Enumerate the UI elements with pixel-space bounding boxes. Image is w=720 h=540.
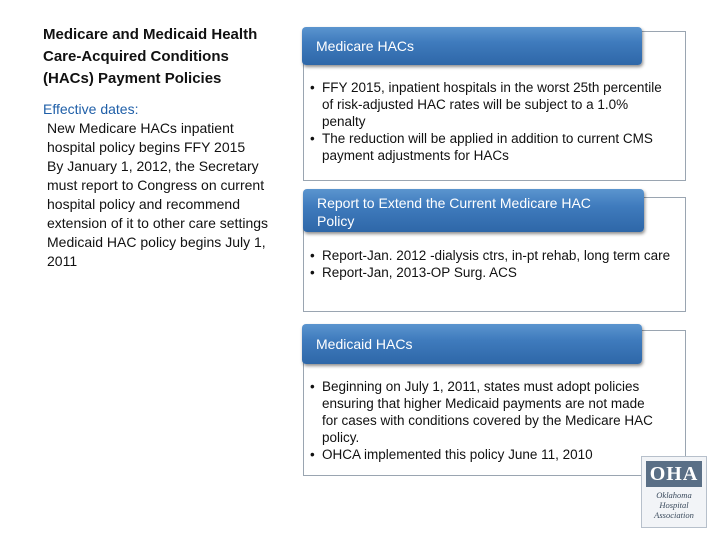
effective-date-item: By January 1, 2012, the Secretary must report to Congress on current hospital policy and recommend extension of it to other care settings [47, 158, 269, 231]
slide-title: Medicare and Medicaid Health Care-Acquired Conditions (HACs) Payment Policies [43, 26, 258, 87]
bullet-item: • Beginning on July 1, 2011, states must adopt policies ensuring that higher Medicaid payments are not made for cases with conditions covered by the Medicare HAC policy. [310, 378, 662, 446]
bullet-item: • Report-Jan. 2012 -dialysis ctrs, in-pt rehab, long term care [310, 247, 675, 264]
section-header-medicaid-hacs [302, 324, 642, 364]
bullet-item: • The reduction will be applied in addition to current CMS payment adjustments for HACs [310, 130, 675, 164]
section-header-label: Medicaid HACs [316, 336, 413, 352]
section-medicaid-hacs-bullets [310, 378, 662, 463]
effective-dates-heading: Effective dates: [43, 101, 139, 117]
section-header-label: Report to Extend the Current Medicare HAC Policy [317, 195, 591, 229]
bullet-item: • Report-Jan, 2013-OP Surg. ACS [310, 264, 675, 281]
bullet-item: • OHCA implemented this policy June 11, 2010 [310, 446, 662, 463]
section-header-label: Medicare HACs [316, 38, 415, 54]
section-header-medicare-hacs [302, 27, 642, 65]
oha-logo-org-name: Oklahoma Hospital Association [654, 490, 694, 520]
effective-date-item: Medicaid HAC policy begins July 1, 2011 [47, 234, 266, 269]
effective-date-item: New Medicare HACs inpatient hospital policy begins FFY 2015 [47, 120, 246, 155]
section-medicare-hacs-bullets [310, 79, 675, 164]
section-header-report [303, 189, 644, 232]
section-report-bullets [310, 247, 675, 281]
oha-logo [641, 456, 707, 528]
bullet-item: • FFY 2015, inpatient hospitals in the worst 25th percentile of risk-adjusted HAC rates will be subject to a 1.0% penalty [310, 79, 675, 130]
oha-logo-mark: OHA [646, 461, 702, 487]
left-panel [43, 24, 268, 271]
